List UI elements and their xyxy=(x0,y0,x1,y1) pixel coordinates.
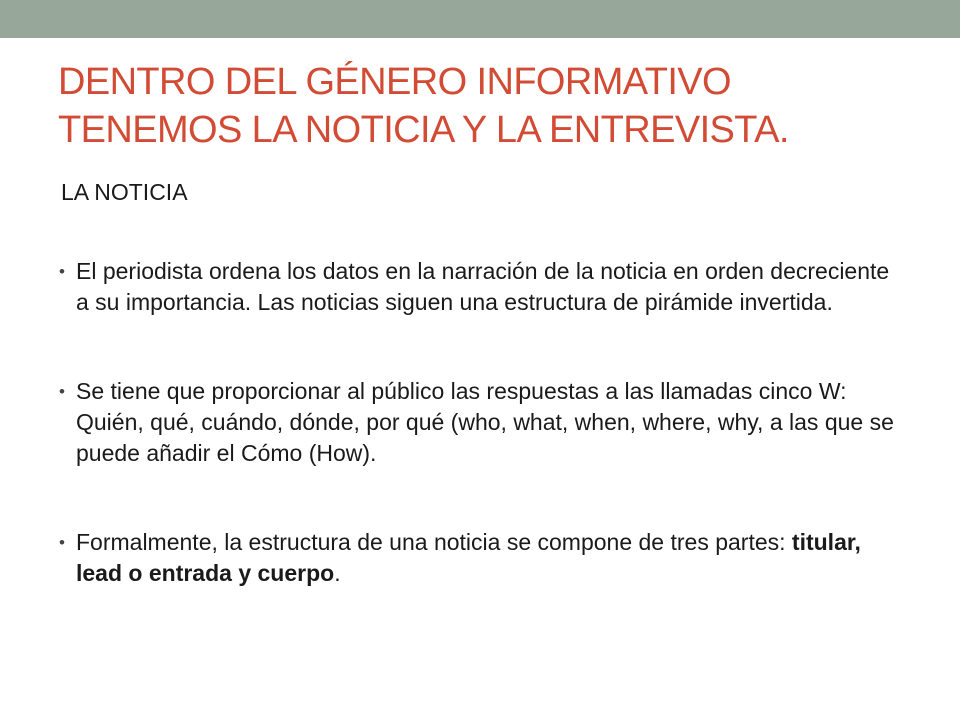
bullet-dot-icon: • xyxy=(59,533,65,552)
bullet-bold-text: titular, lead o entrada y cuerpo xyxy=(76,529,861,586)
bullet-text-end: . xyxy=(334,560,341,586)
bullet-dot-icon: • xyxy=(59,382,65,401)
slide-title: DENTRO DEL GÉNERO INFORMATIVO TENEMOS LA NOTICIA Y LA ENTREVISTA. xyxy=(58,61,789,151)
top-accent-bar xyxy=(0,0,960,38)
bullet-text: El periodista ordena los datos en la narración de la noticia en orden decreciente a su importancia. Las noticias siguen una estructura de pirámide invertida. xyxy=(76,258,890,315)
bullet-dot-icon: • xyxy=(59,262,65,281)
bullet-item xyxy=(59,527,904,589)
bullet-list xyxy=(59,256,904,589)
bullet-text: Formalmente, la estructura de una noticia se compone de tres partes: xyxy=(76,529,792,555)
bullet-item xyxy=(59,256,904,318)
slide-subtitle: LA NOTICIA xyxy=(61,179,188,205)
bullet-item xyxy=(59,376,904,469)
bullet-text: Se tiene que proporcionar al público las respuestas a las llamadas cinco W: Quién, qué, cuándo, dónde, por qué (who, what, when, where, why, a las que se puede añadir el Cómo (How). xyxy=(76,378,894,466)
